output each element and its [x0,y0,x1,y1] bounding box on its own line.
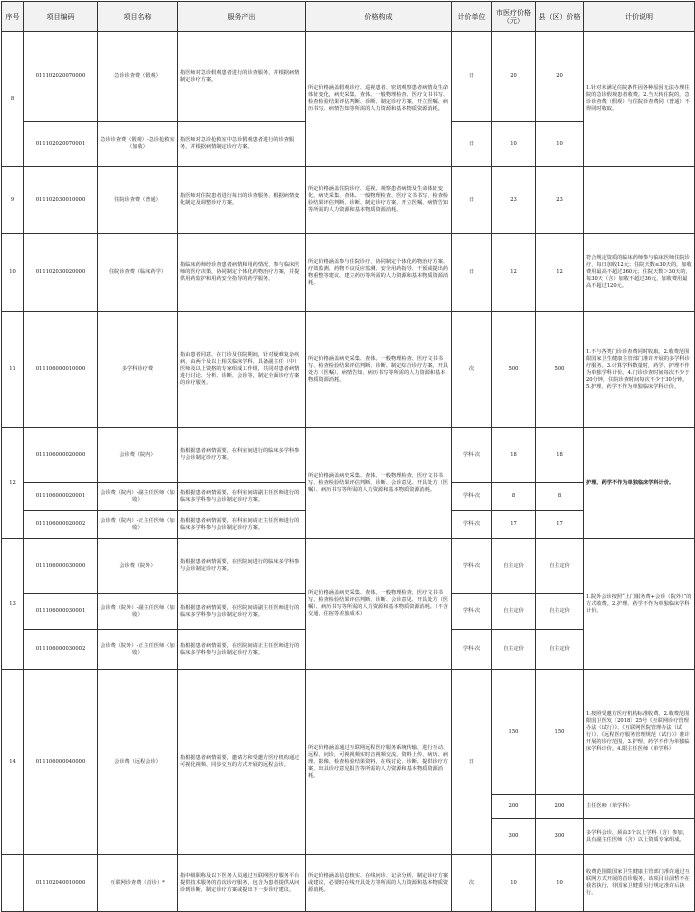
table-row [2,234,695,312]
item-name: 急诊诊查费（假观） [98,32,178,122]
price-composition: 所定价格涵盖病史采集、查体、一般物理检查、医疗文书书写、检查检验结果评估判断、诊断、制定综合诊疗方案、开具处方（医嘱）、病情告知、病历书写等所需的人力资源和基本物质资源消耗。 [306,312,452,428]
item-code: 011106000030001 [24,594,98,630]
header-county-price: 县（区）价格 [536,2,584,32]
item-name: 急诊诊查费（假观）-急诊抢救室（加收） [98,122,178,167]
price-composition: 所定价格涵盖通过互联网远程医疗服务系统传输，进行互动、远程、问诊，可视视频实时音视频交流，资料上传、病历、病理、影像、检查检验结果资料，在线讨论、诊断，提供诊疗方案，出具诊疗意见报告等所需的人力资源和基本物质资源消耗。 [306,670,452,855]
county-price: 自主定价 [536,630,584,670]
county-price: 12 [536,234,584,312]
city-price: 10 [492,122,536,167]
item-code: 011102030010000 [24,167,98,234]
price-unit: 学科·次 [452,594,492,630]
header-unit: 计价单位 [452,2,492,32]
item-code: 011106000030002 [24,630,98,670]
county-price: 17 [536,511,584,539]
price-table [1,1,695,912]
city-price: 20 [492,32,536,122]
service-output: 指根据患者病情需要，邀请方和受邀方医疗机构通过可视化视频、同步交互的方式开展的远程会诊。 [178,670,306,855]
service-output: 指根据患者病情需要，在医院间进行的临床多学科参与会诊制定诊疗方案。 [178,539,306,594]
row-number: 11 [2,312,24,428]
price-note: 多学科会诊，须由3个以上学科（含）参加，具有副主任医师（含）以上资质专家组成。 [584,819,695,855]
price-unit: 学科·次 [452,630,492,670]
city-price: 23 [492,167,536,234]
table-row [2,428,695,483]
price-note: 主任医师（单学科） [584,795,695,819]
service-output: 指医师对急诊假观患者进行的诊查服务，并根据病情制定诊疗方案。 [178,32,306,122]
table-row [2,167,695,234]
item-name: 住院诊查费（普通） [98,167,178,234]
price-unit: 日 [452,234,492,312]
header-output: 服务产出 [178,2,306,32]
price-note: 收费范围限国家卫生健康主管部门准许通过互联网方式开展的首诊服务。该项目目前暂不在我省执行，待国家卫健委另行规定准许后执行。 [584,855,695,912]
city-price: 10 [492,855,536,912]
item-code: 011106000040000 [24,670,98,855]
price-unit: 次 [452,855,492,912]
county-price: 自主定价 [536,594,584,630]
price-note: 1.不与各类门诊诊查费同时收取。2.收费范围限国家卫生健康主管部门准许开展的多学科诊疗服务。3.计算学科数量时，药学、护理不作为单独学科计价。4.门诊诊查时间每次不少于20分钟，住院诊查时间每次不少于30分钟。5.护理、药学不作为单独临床学科计价。 [584,312,695,428]
price-unit: 学科·次 [452,428,492,483]
service-output: 指由患者同意，在门诊及住院期间，针对疑难复杂疾病，由两个及以上相关临床学科、具备副主任（中）医师及以上资格的专家组成工作组，共同对患者病情进行讨论、分析、诊断、会诊等，制定全面诊疗方案的诊疗服务。 [178,312,306,428]
county-price: 200 [536,795,584,819]
county-price: 20 [536,32,584,122]
item-name: 会诊费（院内）-副主任医师（加收） [98,483,178,511]
price-unit: 学科·次 [452,511,492,539]
city-price: 自主定价 [492,539,536,594]
item-name: 会诊费（院内） [98,428,178,483]
city-price: 17 [492,511,536,539]
service-output: 指医师对急诊抢救室中急诊假观患者进行的诊查服务，并根据病情制定诊疗方案。 [178,122,306,167]
city-price: 200 [492,795,536,819]
service-output: 指医师对住院患者进行每日的诊查服务，根据病情变化制定及调整诊疗方案。 [178,167,306,234]
county-price: 18 [536,428,584,483]
price-composition: 所定价格涵盖住院诊疗、巡视、观察患者病情及生命体征变化，病史采集、查体、一般物理检查、医疗文书书写、检查检验结果评估判断、诊断、制定诊疗方案、开立医嘱、病情告知等所需的人力资源和基本物质资源消耗。 [306,167,452,234]
county-price: 300 [536,819,584,855]
item-code: 011102030020000 [24,234,98,312]
row-number: 9 [2,167,24,234]
county-price: 自主定价 [536,539,584,594]
price-composition: 所定价格涵盖假观诊疗、巡视患者、密切观察患者病情及生命体征变化，病史采集、查体、一般物理检查、医疗文书书写、检查检验结果评估判断、诊断、制定诊疗方案、开立医嘱、病历书写、病情告知等所需的人力资源和基本物质资源消耗。 [306,32,452,167]
price-unit: 日 [452,670,492,855]
price-composition: 所定价格涵盖参与住院诊疗、协同制定个体化药物治疗方案、疗效监测、药物不良反应监测、安全用药指导、干预或提出药物重整等建议，建立药历等所需的人力资源和基本物质资源消耗。 [306,234,452,312]
city-price: 自主定价 [492,594,536,630]
city-price: 自主定价 [492,630,536,670]
header-note: 计价说明 [584,2,695,32]
row-number [2,855,24,912]
service-output: 指根据患者病情需要，在科室间进行的临床多学科参与会诊制定诊疗方案。 [178,428,306,483]
item-name: 会诊费（院外）-正主任医师（加收） [98,630,178,670]
price-note: 1.院外会诊按照“上门服务费+会诊（院外）”的方式收费。2.护理、药学不作为单独临床学科计价。 [584,539,695,670]
price-unit: 日 [452,122,492,167]
header-code: 项目编码 [24,2,98,32]
table-row [2,855,695,912]
price-composition: 所定价格涵盖病史采集、查体、一般物理检查、医疗文书书写、检查检验结果评估判断、诊断、会诊意见、开具处方（医嘱）、病历书写等所需的人力资源和基本物质资源消耗。 [306,428,452,539]
city-price: 500 [492,312,536,428]
city-price: 150 [492,670,536,795]
service-output: 指根据患者病情需要，在科室间请正主任医师进行的临床多学科参与会诊制定诊疗方案。 [178,511,306,539]
item-code: 011102020070000 [24,32,98,122]
row-number: 12 [2,428,24,539]
header-city-price: 市医疗价格（元） [492,2,536,32]
item-name: 互联网诊查费（首诊）* [98,855,178,912]
price-composition: 所定价格涵盖信息核实、在线问诊、记录分析，制定诊疗方案或建议，必要时在线开具处方等所需的人力资源和基本物质资源消耗。 [306,855,452,912]
header-no: 序号 [2,2,24,32]
header-name: 项目名称 [98,2,178,32]
service-output: 指根据患者病情需要，在科室间请副主任医师进行的临床多学科参与会诊制定诊疗方案。 [178,483,306,511]
city-price: 12 [492,234,536,312]
row-number: 8 [2,32,24,167]
county-price: 10 [536,855,584,912]
table-row [2,670,695,795]
item-code: 011102040010000 [24,855,98,912]
row-number: 14 [2,670,24,855]
city-price: 18 [492,428,536,483]
price-unit: 学科·次 [452,483,492,511]
price-unit: 日 [452,167,492,234]
row-number: 10 [2,234,24,312]
service-output: 指中级职称及以下医务人员通过互联网医疗服务平台提供技术服务的首次诊疗服务，包含为患者提供从问诊到诊断，制定诊疗方案或提出下一步诊疗建议。 [178,855,306,912]
county-price: 150 [536,670,584,795]
price-note: 1.按照受邀方医疗机构标准收费。2.收费范围限国卫医发〔2018〕25号《互联网诊疗管理办法（试行）》、《互联网医院管理办法（试行）》、《远程医疗服务管理规范（试行）》准许开展的诊疗范围。3.护理、药学不作为单独临床学科计价。4.限主任医师（单学科） [584,670,695,795]
item-code: 011106000020000 [24,428,98,483]
county-price: 23 [536,167,584,234]
service-output: 指临床药师经诊查患者病情和用药情况，参与临床医师的医疗决策，协同制定个体化药物治疗方案，并提供用药监护和用药安全指导的药学服务。 [178,234,306,312]
item-name: 住院诊查费（临床药学） [98,234,178,312]
item-name: 会诊费（远程会诊） [98,670,178,855]
row-number: 13 [2,539,24,670]
city-price: 300 [492,819,536,855]
header-row [2,2,695,32]
table-row [2,539,695,594]
county-price: 10 [536,122,584,167]
price-composition: 所定价格涵盖病史采集、查体、一般物理检查、医疗文书书写、检查检验结果评估判断、诊断、会诊意见、开具处方（医嘱）、病历书写等所需的人力资源和基本物质资源消耗。（不含交通、住宿等差旅成本） [306,539,452,670]
item-code: 011102020070001 [24,122,98,167]
county-price: 500 [536,312,584,428]
item-code: 011106000020002 [24,511,98,539]
price-unit: 学科·次 [452,539,492,594]
item-name: 会诊费（院内）-正主任医师（加收） [98,511,178,539]
item-name: 多学科诊疗费 [98,312,178,428]
price-unit: 次 [452,312,492,428]
price-note: 符合规定资质的临床药师参与临床医师住院诊疗，每日加收12元；住院天数≤30天的，加收费用最高不超过360元；住院天数＞30天的，每30天（含）加收不超过36元，加收费用最高不超过120元。 [584,234,695,312]
item-name: 会诊费（院外）-副主任医师（加收） [98,594,178,630]
price-unit: 日 [452,32,492,122]
price-note: 护理、药学不作为单独临床学科计价。 [584,428,695,539]
item-name: 会诊费（院外） [98,539,178,594]
table-row [2,312,695,428]
service-output: 指根据患者病情需要，在医院间请副主任医师进行的临床多学科参与会诊制定诊疗方案。 [178,594,306,630]
price-note: 1.针对未满足住院条件因各种原因无法办理住院的急诊假观患者收费。2.当天转住院的，急诊诊查费（假观）与住院诊查费同（普通）不得同时收取。 [584,32,695,167]
service-output: 指根据患者病情需要，在医院间请正主任医师进行的临床多学科参与会诊制定诊疗方案。 [178,630,306,670]
header-composition: 价格构成 [306,2,452,32]
price-note [584,167,695,234]
table-row [2,32,695,122]
item-code: 011106000010000 [24,312,98,428]
county-price: 8 [536,483,584,511]
item-code: 011106000020001 [24,483,98,511]
item-code: 011106000030000 [24,539,98,594]
city-price: 8 [492,483,536,511]
